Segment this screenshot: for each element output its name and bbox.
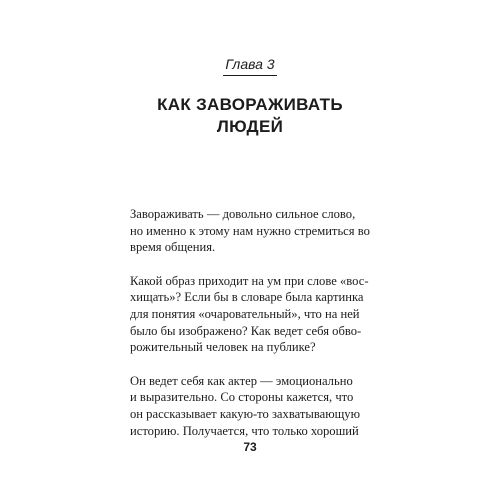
- text-line: Он ведет себя как актер — эмоционально: [130, 373, 353, 388]
- text-line: для понятия «очаровательный», что на ней: [130, 306, 360, 321]
- text-line: но именно к этому нам нужно стремиться во: [130, 223, 370, 238]
- text-line: и выразительно. Со стороны кажется, что: [130, 390, 354, 405]
- text-line: он рассказывает какую-то захватывающую: [130, 406, 361, 421]
- chapter-label-container: [0, 56, 500, 76]
- page-number: 73: [243, 440, 257, 454]
- text-line: Завораживать — довольно сильное слово,: [130, 207, 356, 221]
- paragraph: [130, 373, 372, 439]
- chapter-title: [0, 94, 500, 138]
- paragraph: [130, 273, 372, 356]
- text-line: было бы изображено? Как ведет себя обво-: [130, 323, 362, 338]
- text-line: историю. Получается, что только хороший: [130, 423, 359, 438]
- body-text: [130, 206, 372, 456]
- chapter-title-line: ЛЮДЕЙ: [216, 117, 284, 136]
- text-line: время общения.: [130, 240, 216, 255]
- text-line: рожительный человек на публике?: [130, 340, 316, 355]
- text-line: Какой образ приходит на ум при слове «вос-: [130, 273, 369, 288]
- text-line: хищать»? Если бы в словаре была картинка: [130, 290, 364, 305]
- paragraph: [130, 206, 372, 256]
- chapter-title-line: КАК ЗАВОРАЖИВАТЬ: [157, 95, 343, 114]
- chapter-label: Глава 3: [223, 56, 276, 76]
